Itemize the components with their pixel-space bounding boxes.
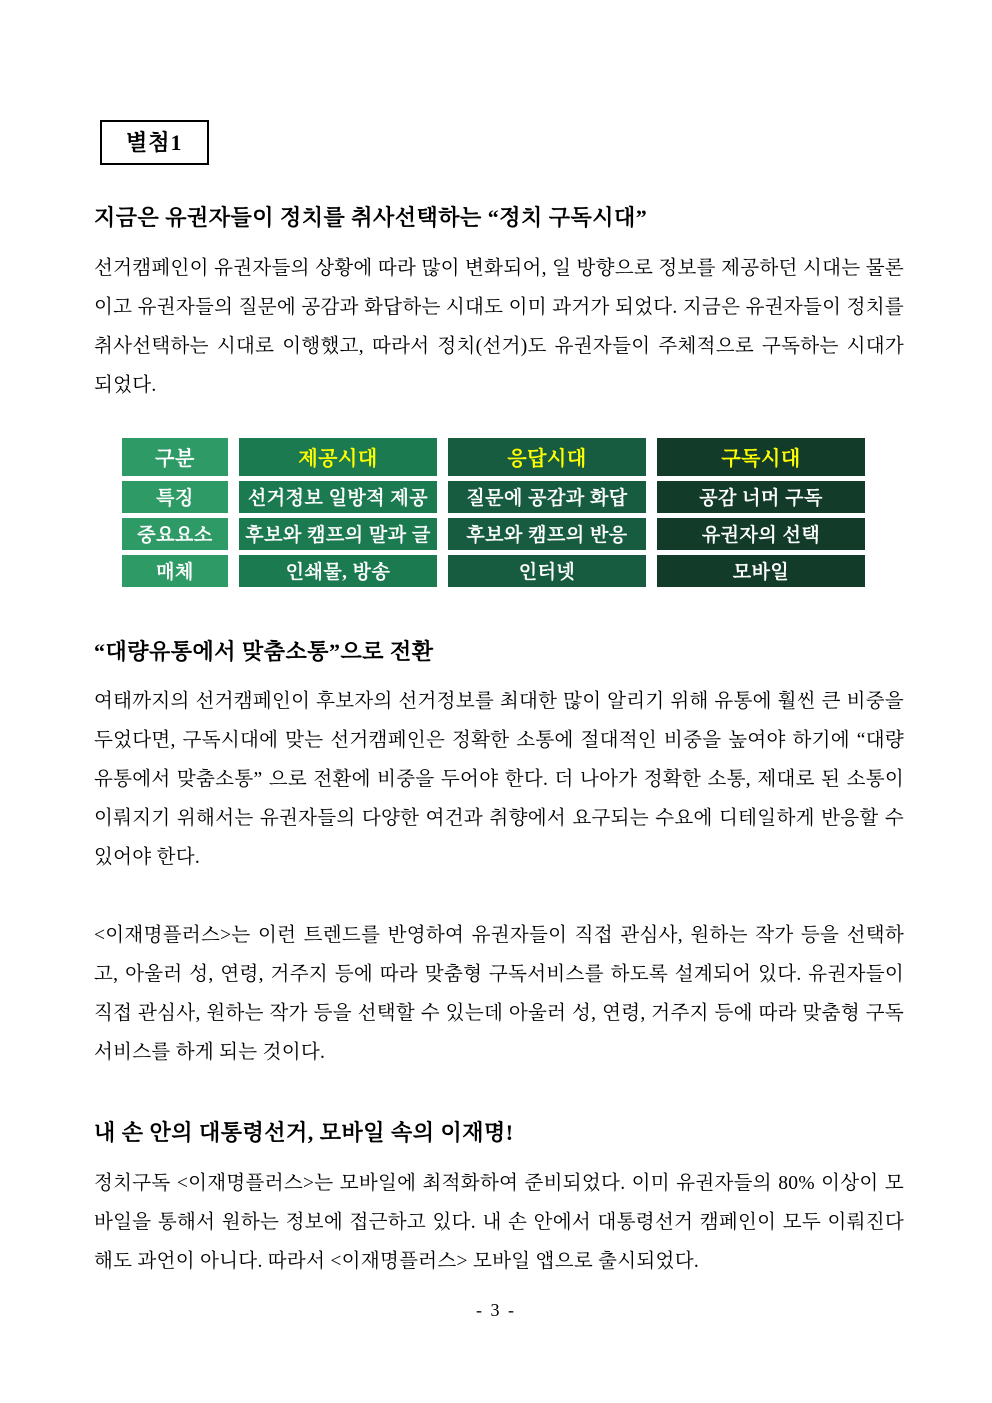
table-cell: 특징 xyxy=(122,481,228,513)
section3-paragraph: 정치구독 <이재명플러스>는 모바일에 최적화하여 준비되었다. 이미 유권자들의 80% 이상이 모바일을 통해서 원하는 정보에 접근하고 있다. 내 손 안에서 대통령선거 캠페인이 모두 이뤄진다 해도 과언이 아니다. 따라서 <이재명플러스> 모바일 앱으로 출시되었다. xyxy=(94,1173,904,1273)
table-header-cell: 구독시대 xyxy=(657,438,865,476)
table-cell: 후보와 캠프의 반응 xyxy=(448,518,646,550)
section3-heading: 내 손 안의 대통령선거, 모바일 속의 이재명! xyxy=(94,1120,514,1146)
section2-heading: “대량유통에서 맞춤소통”으로 전환 xyxy=(94,638,434,664)
era-comparison-table xyxy=(122,438,868,587)
table-cell: 모바일 xyxy=(657,555,865,587)
table-cell: 인터넷 xyxy=(448,555,646,587)
attachment-badge: 별첨1 xyxy=(100,120,209,165)
table-cell: 매체 xyxy=(122,555,228,587)
section2-paragraph-2: <이재명플러스>는 이런 트렌드를 반영하여 유권자들이 직접 관심사, 원하는 작가 등을 선택하고, 아울러 성, 연령, 거주지 등에 따라 맞춤형 구독서비스를 하도록 설계되어 있다. 유권자들이 직접 관심사, 원하는 작가 등을 선택할 수 있는데 아울러 성, 연령, 거주지 등에 따라 맞춤형 구독서비스를 하게 되는 것이다. xyxy=(94,925,904,1064)
section1-paragraph: 선거캠페인이 유권자들의 상황에 따라 많이 변화되어, 일 방향으로 정보를 제공하던 시대는 물론이고 유권자들의 질문에 공감과 화답하는 시대도 이미 과거가 되었다. 지금은 유권자들이 정치를 취사선택하는 시대로 이행했고, 따라서 정치(선거)도 유권자들이 주체적으로 구독하는 시대가 되었다. xyxy=(94,257,904,396)
table-cell: 질문에 공감과 화답 xyxy=(448,481,646,513)
table-header-cell: 응답시대 xyxy=(448,438,646,476)
section2-paragraph-1: 여태까지의 선거캠페인이 후보자의 선거정보를 최대한 많이 알리기 위해 유통에 훨씬 큰 비중을 두었다면, 구독시대에 맞는 선거캠페인은 정확한 소통에 절대적인 비중을 높여야 하기에 “대량유통에서 맞춤소통” 으로 전환에 비중을 두어야 한다. 더 나아가 정확한 소통, 제대로 된 소통이 이뤄지기 위해서는 유권자들의 다양한 여건과 취향에서 요구되는 수요에 디테일하게 반응할 수 있어야 한다. xyxy=(94,691,904,869)
document-content xyxy=(0,203,992,1281)
table-cell: 중요요소 xyxy=(122,518,228,550)
page-number: - 3 - xyxy=(476,1300,516,1320)
section1-heading: 지금은 유권자들이 정치를 취사선택하는 “정치 구독시대” xyxy=(94,205,648,230)
table-header-cell: 제공시대 xyxy=(239,438,437,476)
table-cell: 후보와 캠프의 말과 글 xyxy=(239,518,437,550)
table-cell: 공감 너머 구독 xyxy=(657,481,865,513)
table-cell: 인쇄물, 방송 xyxy=(239,555,437,587)
table-cell: 유권자의 선택 xyxy=(657,518,865,550)
table-cell: 선거정보 일방적 제공 xyxy=(239,481,437,513)
table-header-cell: 구분 xyxy=(122,438,228,476)
